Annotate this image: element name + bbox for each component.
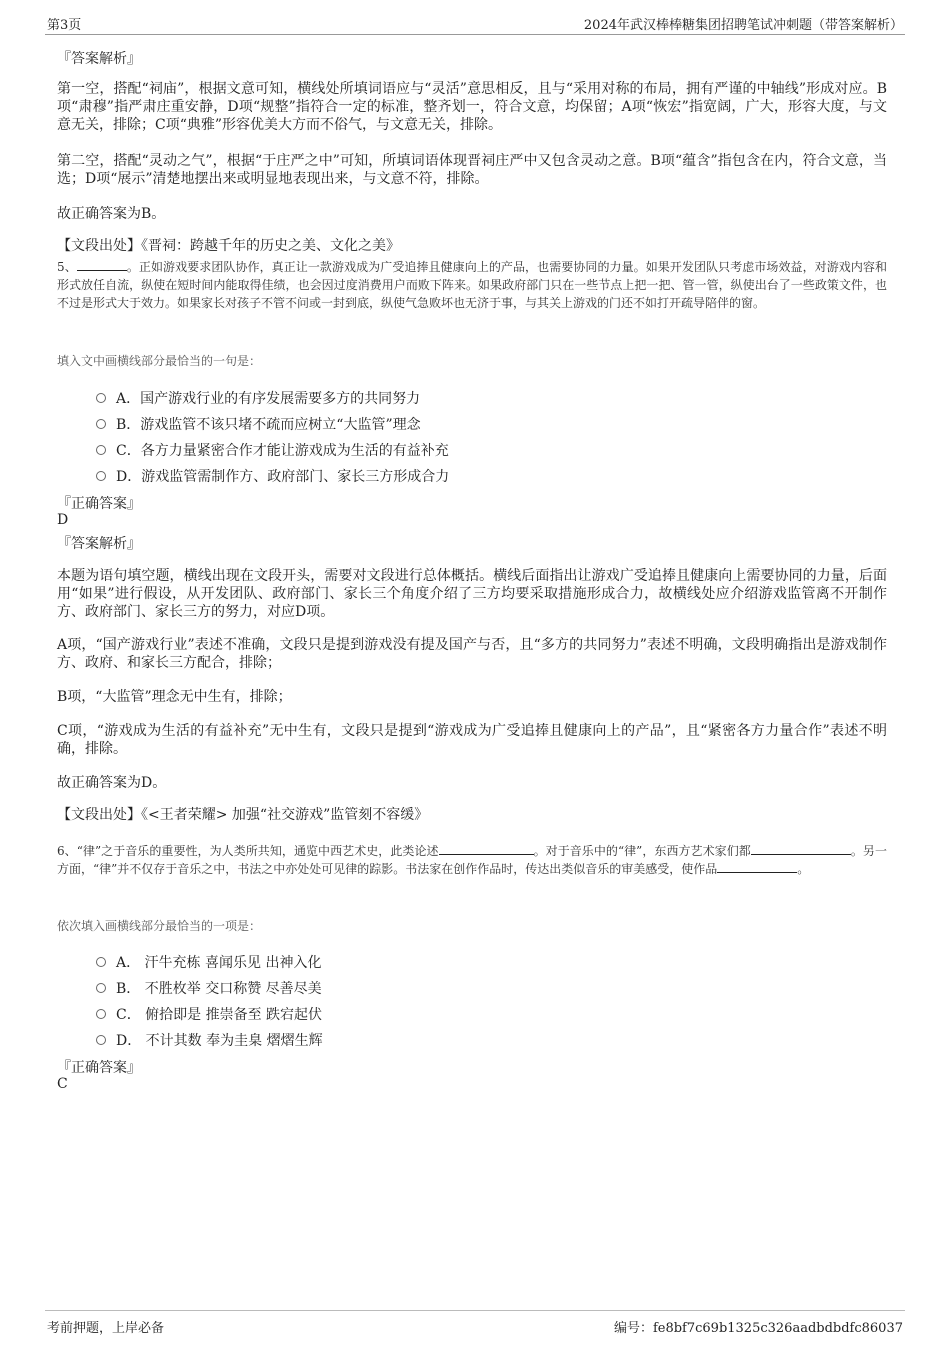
q5-answer-label: 『正确答案』 bbox=[57, 496, 141, 512]
q4-analysis-p1: 第一空，搭配“祠庙”，根据文意可知，横线处所填词语应与“灵活”意思相反，且与“采用对称的布局，拥有严谨的中轴线”形成对应。B项“肃穆”指严肃庄重安静，D项“规整”指符合一定的标准，整齐划一，符合文意，均保留；A项“恢宏”指宽阔，广大，形容大度，与文意无关，排除；C项“典雅”形容优美大方而不俗气，与文意无关，排除。 bbox=[57, 81, 887, 133]
q5-number: 5、 bbox=[57, 260, 77, 274]
q5-stem-text: 。正如游戏要求团队协作，真正让一款游戏成为广受追捧且健康向上的产品，也需要协同的力量。如果开发团队只考虑市场效益，对游戏内容和形式放任自流，纵使在短时间内能取得佳绩，也会因过度消费用户而败下阵来。如果政府部门只在一些节点上把一把、管一管，纵使出台了一些政策文件，也不过是形式大于效力。如果家长对孩子不管不问或一封到底，纵使气急败坏也无济于事，与其关上游戏的门还不如打开疏导陪伴的窗。 bbox=[57, 260, 887, 310]
q5-prompt: 填入文中画横线部分最恰当的一句是： bbox=[57, 354, 262, 368]
q5-analysis-pc: C项，“游戏成为生活的有益补充”无中生有，文段只是提到“游戏成为广受追捧且健康向上的产品”，且“紧密各方力量合作”表述不明确，排除。 bbox=[57, 723, 887, 757]
page-number: 第3页 bbox=[47, 18, 82, 33]
q5-option-b[interactable] bbox=[96, 414, 421, 434]
q5-answer: D bbox=[57, 512, 69, 528]
q4-analysis-label: 『答案解析』 bbox=[57, 51, 141, 67]
q5-option-a-label: A．国产游戏行业的有序发展需要多方的共同努力 bbox=[116, 391, 421, 407]
q4-source: 【文段出处】《晋祠：跨越千年的历史之美、文化之美》 bbox=[57, 238, 400, 254]
radio-icon[interactable] bbox=[96, 983, 106, 993]
radio-icon[interactable] bbox=[96, 1009, 106, 1019]
q5-analysis-p1: 本题为语句填空题，横线出现在文段开头，需要对文段进行总体概括。横线后面指出让游戏广受追捧且健康向上需要协同的力量，后面用“如果”进行假设，从开发团队、政府部门、家长三个角度介绍了三方均要采取措施形成合力，故横线处应介绍游戏监管离不开制作方、政府部门、家长三方的努力，对应D项。 bbox=[57, 568, 887, 620]
q6-answer-label: 『正确答案』 bbox=[57, 1060, 141, 1076]
radio-icon[interactable] bbox=[96, 393, 106, 403]
q5-option-b-label: B．游戏监管不该只堵不疏而应树立“大监管”理念 bbox=[116, 417, 421, 433]
q5-analysis-label: 『答案解析』 bbox=[57, 536, 141, 552]
q6-stem-part4: 。 bbox=[797, 862, 810, 876]
q6-answer: C bbox=[57, 1076, 68, 1092]
page-header bbox=[45, 14, 905, 35]
q5-option-d[interactable] bbox=[96, 466, 449, 486]
q6-option-b[interactable] bbox=[96, 978, 322, 998]
q5-option-c-label: C．各方力量紧密合作才能让游戏成为生活的有益补充 bbox=[116, 443, 449, 459]
q5-option-d-label: D．游戏监管需制作方、政府部门、家长三方形成合力 bbox=[116, 469, 450, 485]
page-footer bbox=[45, 1310, 905, 1339]
q6-blank-2 bbox=[751, 854, 851, 855]
footer-slogan: 考前押题，上岸必备 bbox=[47, 1321, 165, 1336]
radio-icon[interactable] bbox=[96, 1035, 106, 1045]
q6-option-c-label: C． 俯拾即是 推崇备至 跌宕起伏 bbox=[116, 1007, 323, 1023]
q6-option-c[interactable] bbox=[96, 1004, 322, 1024]
q4-analysis-p2: 第二空，搭配“灵动之气”，根据“于庄严之中”可知，所填词语体现晋祠庄严中又包含灵动之意。B项“蕴含”指包含在内，符合文意，当选；D项“展示”清楚地摆出来或明显地表现出来，与文意不符，排除。 bbox=[57, 153, 887, 187]
q5-source: 【文段出处】《<王者荣耀> 加强“社交游戏”监管刻不容缓》 bbox=[57, 807, 429, 823]
q6-blank-1 bbox=[439, 854, 534, 855]
q6-stem-part2: 。对于音乐中的“律”，东西方艺术家们都 bbox=[533, 844, 751, 858]
q5-stem bbox=[57, 258, 887, 312]
q5-blank bbox=[77, 270, 127, 271]
radio-icon[interactable] bbox=[96, 957, 106, 967]
q5-analysis-pb: B项，“大监管”理念无中生有，排除； bbox=[57, 689, 292, 705]
radio-icon[interactable] bbox=[96, 445, 106, 455]
document-id: 编号：fe8bf7c69b1325c326aadbdbdfc86037 bbox=[613, 1321, 903, 1336]
q6-number: 6、 bbox=[57, 844, 77, 858]
q6-option-a-label: A． 汗牛充栋 喜闻乐见 出神入化 bbox=[116, 955, 322, 971]
q6-option-b-label: B． 不胜枚举 交口称赞 尽善尽美 bbox=[116, 981, 322, 997]
q6-stem-part1: “律”之于音乐的重要性，为人类所共知，通览中西艺术史，此类论述 bbox=[76, 844, 439, 858]
q6-prompt: 依次填入画横线部分最恰当的一项是： bbox=[57, 919, 262, 933]
q5-option-a[interactable] bbox=[96, 388, 420, 408]
q6-stem bbox=[57, 842, 887, 878]
radio-icon[interactable] bbox=[96, 471, 106, 481]
q5-conclusion: 故正确答案为D。 bbox=[57, 775, 167, 791]
q4-conclusion: 故正确答案为B。 bbox=[57, 206, 166, 222]
q5-analysis-pa: A项，“国产游戏行业”表述不准确，文段只是提到游戏没有提及国产与否，且“多方的共同努力”表述不明确，文段明确指出是游戏制作方、政府、和家长三方配合，排除； bbox=[57, 637, 887, 671]
document-title: 2024年武汉棒棒糖集团招聘笔试冲刺题（带答案解析） bbox=[583, 18, 903, 33]
q6-stem-part3: 。另一方面，“律”并不仅存于音乐之中，书法之中亦处处可见律的踪影。书法家在创作作品时，传达出类似音乐的审美感受，使作品 bbox=[57, 844, 887, 876]
q5-option-c[interactable] bbox=[96, 440, 449, 460]
q6-option-d[interactable] bbox=[96, 1030, 323, 1050]
radio-icon[interactable] bbox=[96, 419, 106, 429]
q6-option-d-label: D． 不计其数 奉为圭臬 熠熠生辉 bbox=[116, 1033, 323, 1049]
q6-blank-3 bbox=[717, 872, 797, 873]
q6-option-a[interactable] bbox=[96, 952, 321, 972]
